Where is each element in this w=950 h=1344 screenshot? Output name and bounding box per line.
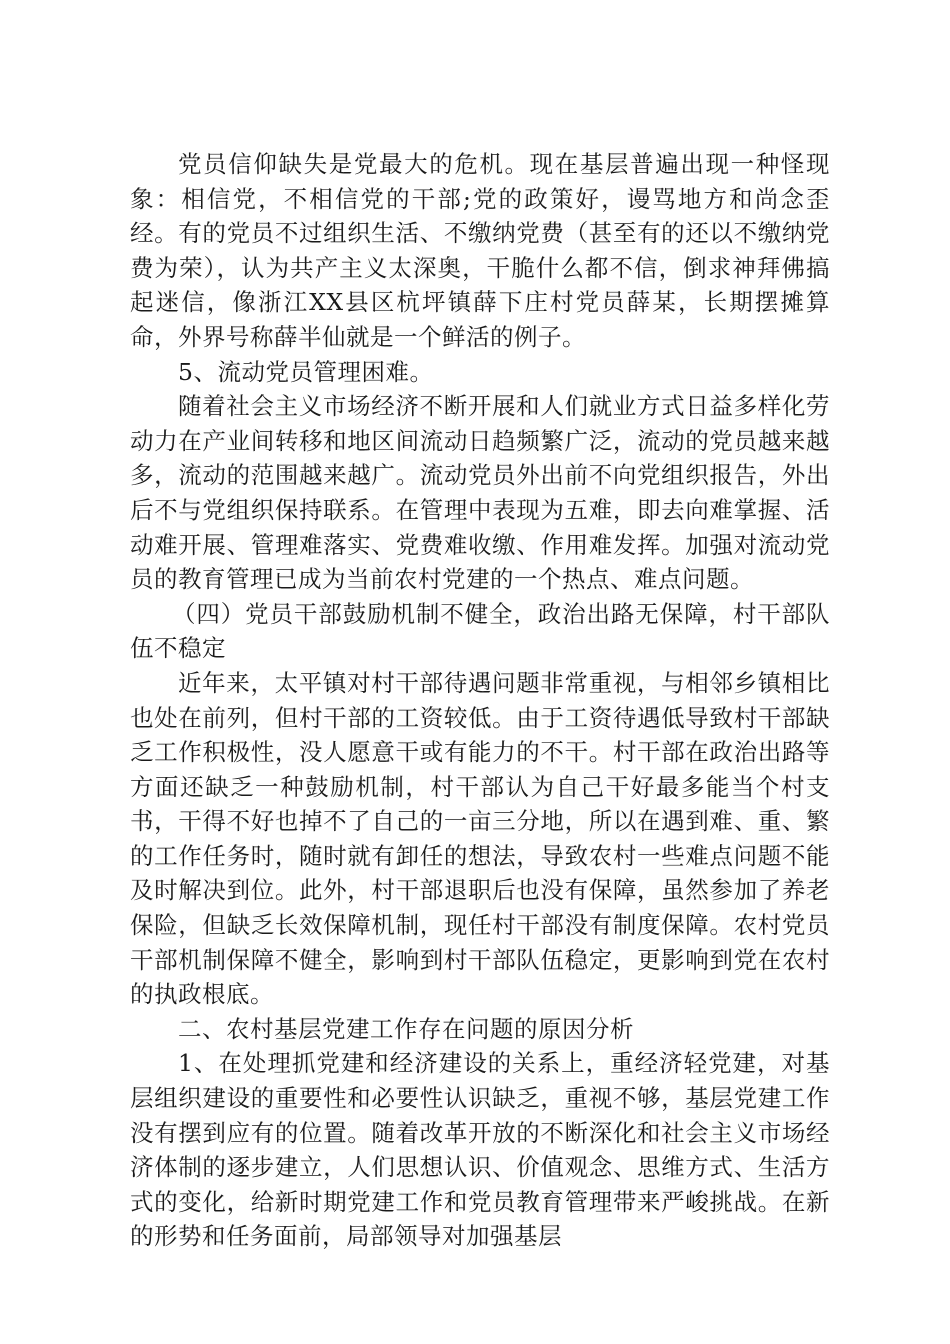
paragraph-floating-members: 随着社会主义市场经济不断开展和人们就业方式日益多样化劳动力在产业间转移和地区间流动日趋频繁广泛，流动的党员越来越多，流动的范围越来越广。流动党员外出前不向党组织报告，外出后不与党组织保持联系。在管理中表现为五难，即去向难掌握、活动难开展、管理难落实、党费难收缴、作用难发挥。加强对流动党员的教育管理已成为当前农村党建的一个热点、难点问题。 — [130, 392, 830, 594]
document-page — [130, 147, 830, 1254]
heading-incentive-mechanism: （四）党员干部鼓励机制不健全，政治出路无保障，村干部队伍不稳定 — [130, 599, 830, 663]
heading-cause-analysis: 二、农村基层党建工作存在问题的原因分析 — [178, 1014, 634, 1043]
heading-floating-members: 5、流动党员管理困难。 — [178, 357, 434, 386]
paragraph-economy-vs-party: 1、在处理抓党建和经济建设的关系上，重经济轻党建，对基层组织建设的重要性和必要性认识缺乏，重视不够，基层党建工作没有摆到应有的位置。随着改革开放的不断深化和社会主义市场经济体制的逐步建立，人们思想认识、价值观念、思维方式、生活方式的变化，给新时期党建工作和党员教育管理带来严峻挑战。在新的形势和任务面前，局部领导对加强基层 — [130, 1049, 830, 1251]
paragraph-village-cadres: 近年来，太平镇对村干部待遇问题非常重视，与相邻乡镇相比也处在前列，但村干部的工资较低。由于工资待遇低导致村干部缺乏工作积极性，没人愿意干或有能力的不干。村干部在政治出路等方面还缺乏一种鼓励机制，村干部认为自己干好最多能当个村支书，干得不好也掉不了自己的一亩三分地，所以在遇到难、重、繁的工作任务时，随时就有卸任的想法，导致农村一些难点问题不能及时解决到位。此外，村干部退职后也没有保障，虽然参加了养老保险，但缺乏长效保障机制，现任村干部没有制度保障。农村党员干部机制保障不健全，影响到村干部队伍稳定，更影响到党在农村的执政根底。 — [130, 668, 830, 1009]
paragraph-belief-crisis: 党员信仰缺失是党最大的危机。现在基层普遍出现一种怪现象：相信党，不相信党的干部;党的政策好，谩骂地方和尚念歪经。有的党员不过组织生活、不缴纳党费（甚至有的还以不缴纳党费为荣），认为共产主义太深奥，干脆什么都不信，倒求神拜佛搞起迷信，像浙江XX县区杭坪镇薛下庄村党员薛某，长期摆摊算命，外界号称薛半仙就是一个鲜活的例子。 — [130, 150, 830, 351]
